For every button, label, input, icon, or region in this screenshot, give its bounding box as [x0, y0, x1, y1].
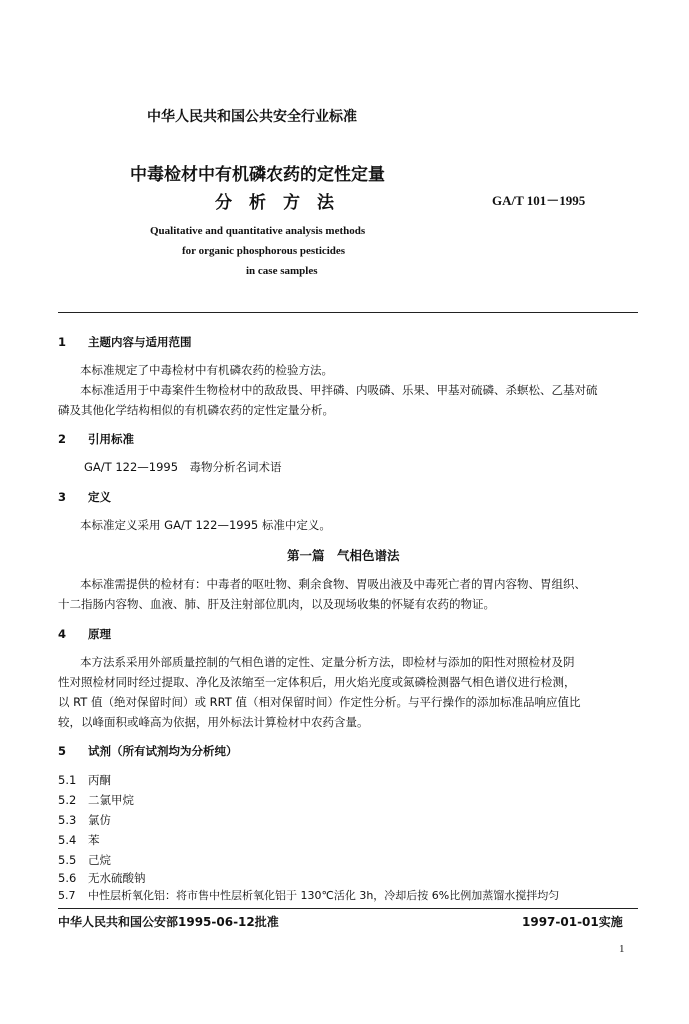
approval-line: 中华人民共和国公安部1995-06-12批准 — [58, 915, 279, 929]
english-title-line1: Qualitative and quantitative analysis methods — [150, 225, 366, 237]
section-4-line2: 性对照检材同时经过提取、净化及浓缩至一定体积后，用火焰光度或氮磷检测器气相色谱仪进行检测， — [58, 675, 576, 689]
reagent-number: 5.3 — [58, 813, 77, 827]
section-4-line1: 本方法系采用外部质量控制的气相色谱的定性、定量分析方法，即检材与添加的阳性对照检材及阴 — [80, 655, 575, 669]
page-number: 1 — [619, 943, 625, 955]
section-title: 试剂（所有试剂均为分析纯） — [88, 744, 238, 758]
section-2-reference: GA/T 122—1995 毒物分析名词术语 — [84, 460, 282, 474]
reagent-text: 苯 — [88, 833, 100, 847]
section-4-heading — [58, 626, 111, 642]
part-1-line2: 十二指肠内容物、血液、肺、肝及注射部位肌肉，以及现场收集的怀疑有农药的物证。 — [58, 597, 495, 611]
section-3-para: 本标准定义采用 GA/T 122—1995 标准中定义。 — [80, 518, 331, 532]
section-1-para2-line1: 本标准适用于中毒案件生物检材中的敌敌畏、甲拌磷、内吸磷、乐果、甲基对硫磷、杀螟松、乙基对硫 — [80, 383, 598, 397]
section-number: 5 — [58, 744, 67, 758]
reagent-text: 中性层析氧化铝：将市售中性层析氧化铝于 130℃活化 3h，冷却后按 6%比例加蒸馏水搅拌均匀 — [88, 889, 560, 902]
header-divider — [58, 312, 638, 313]
reagent-text: 无水硫酸钠 — [88, 871, 146, 885]
reagent-number: 5.1 — [58, 773, 77, 787]
section-1-para1: 本标准规定了中毒检材中有机磷农药的检验方法。 — [80, 363, 333, 377]
section-1-heading — [58, 334, 192, 350]
reagent-number: 5.6 — [58, 871, 77, 885]
reagent-number: 5.4 — [58, 833, 77, 847]
section-2-heading — [58, 431, 134, 447]
reagent-item — [58, 770, 111, 790]
section-3-heading — [58, 489, 111, 505]
part-1-title: 第一篇 气相色谱法 — [287, 548, 400, 563]
org-line: 中华人民共和国公共安全行业标准 — [147, 109, 357, 125]
footer-divider — [58, 908, 638, 909]
english-title-line3: in case samples — [246, 265, 318, 277]
effective-date: 1997-01-01实施 — [522, 915, 623, 929]
section-title: 原理 — [88, 627, 111, 641]
reagent-text: 丙酮 — [88, 773, 111, 787]
section-title: 定义 — [88, 490, 111, 504]
section-title: 引用标准 — [88, 432, 134, 446]
reagent-item — [58, 886, 559, 906]
section-4-line4: 较，以峰面积或峰高为依据，用外标法计算检材中农药含量。 — [58, 715, 369, 729]
section-number: 3 — [58, 490, 67, 504]
reagent-item — [58, 810, 111, 830]
reagent-number: 5.5 — [58, 853, 77, 867]
section-number: 4 — [58, 627, 67, 641]
reagent-text: 二氯甲烷 — [88, 793, 134, 807]
section-number: 1 — [58, 335, 67, 349]
section-5-heading — [58, 743, 238, 759]
reagent-item — [58, 868, 146, 888]
standard-code: GA/T 101－1995 — [492, 193, 586, 208]
reagent-item — [58, 850, 111, 870]
section-number: 2 — [58, 432, 67, 446]
reagent-number: 5.2 — [58, 793, 77, 807]
reagent-number: 5.7 — [58, 889, 76, 902]
section-title: 主题内容与适用范围 — [88, 335, 192, 349]
section-4-line3: 以 RT 值（绝对保留时间）或 RRT 值（相对保留时间）作定性分析。与平行操作的添加标准品响应值比 — [58, 695, 581, 709]
reagent-item — [58, 830, 100, 850]
document-title-line1: 中毒检材中有机磷农药的定性定量 — [130, 165, 385, 185]
english-title-line2: for organic phosphorous pesticides — [182, 245, 346, 257]
reagent-text: 己烷 — [88, 853, 111, 867]
document-title-line2: 分 析 方 法 — [215, 193, 334, 213]
part-1-line1: 本标准需提供的检材有：中毒者的呕吐物、剩余食物、胃吸出液及中毒死亡者的胃内容物、胃组织、 — [80, 577, 586, 591]
reagent-text: 氯仿 — [88, 813, 111, 827]
section-1-para2-line2: 磷及其他化学结构相似的有机磷农药的定性定量分析。 — [58, 403, 334, 417]
reagent-item — [58, 790, 134, 810]
